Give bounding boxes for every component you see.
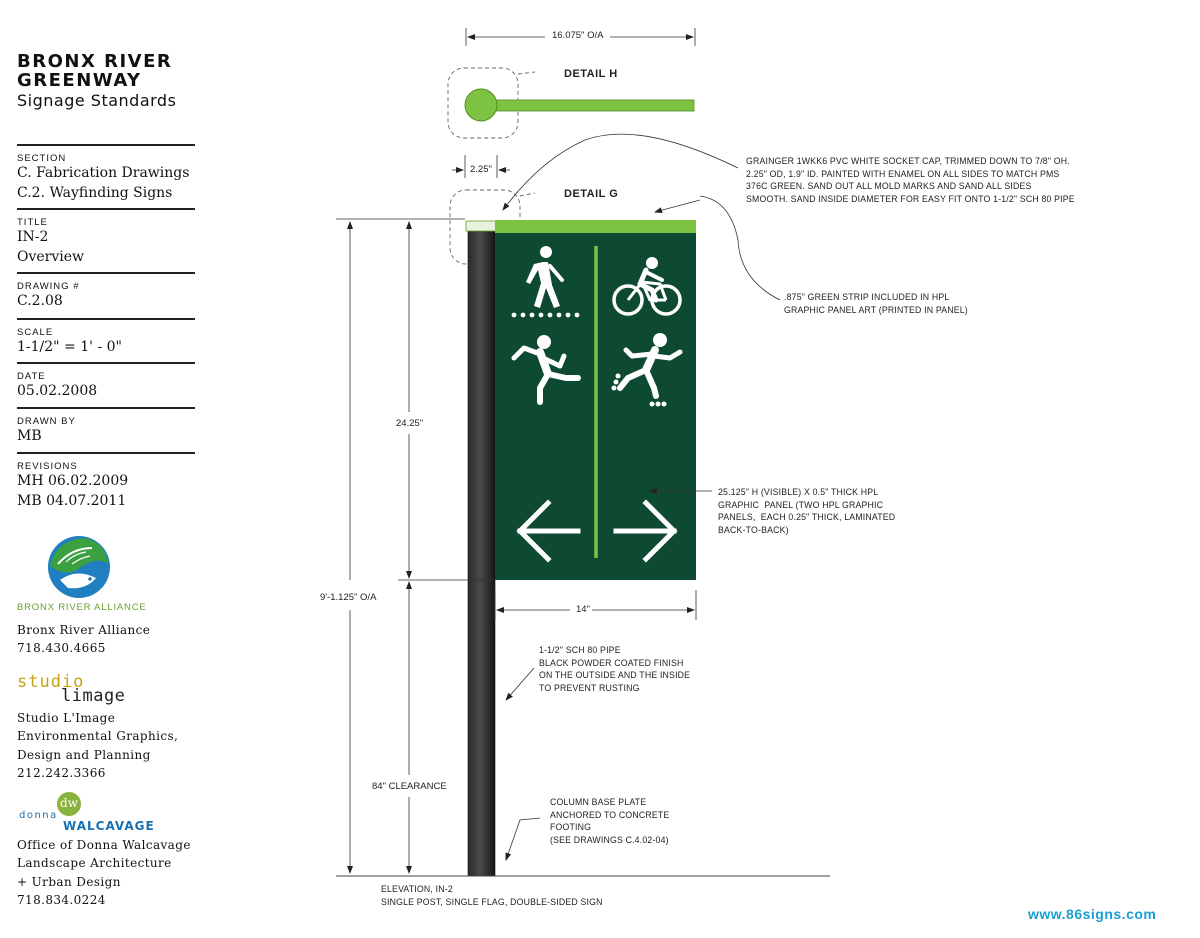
overall-width-label: 16.075" O/A bbox=[552, 30, 604, 41]
title-line1: IN-2 bbox=[17, 229, 49, 245]
detail-h-label: DETAIL H bbox=[564, 68, 618, 80]
socket-cap bbox=[466, 221, 497, 231]
section-line2: C.2. Wayfinding Signs bbox=[17, 184, 173, 201]
project-subtitle: Signage Standards bbox=[17, 91, 177, 110]
studio-logo-word2: limage bbox=[61, 686, 126, 706]
revision-2: MB 04.07.2011 bbox=[17, 492, 127, 509]
panel-width-label: 14" bbox=[576, 604, 590, 615]
drawn-by-label: DRAWN BY bbox=[17, 416, 76, 427]
section-label: SECTION bbox=[17, 153, 67, 164]
detail-g-label: DETAIL G bbox=[564, 188, 619, 200]
studio-logo-word1: studio bbox=[17, 672, 85, 692]
org-line: Landscape Architecture bbox=[17, 856, 172, 871]
cap-note: GRAINGER 1WKK6 PVC WHITE SOCKET CAP, TRIMMED DOWN TO 7/8" OH. 2.25" OD, 1.9" ID. PAINTED WITH ENAMEL ON ALL SIDES TO MATCH PMS 376C GREEN. SAND OUT ALL MOLD MARKS AND SAND ALL SIDES SMOOTH. SAND INSIDE DIAMETER FOR EASY FIT ONTO 1-1/2" SCH 80 PIPE bbox=[746, 156, 1075, 205]
title-label: TITLE bbox=[17, 217, 48, 228]
overall-height-label: 9'-1.125" O/A bbox=[320, 592, 377, 603]
org-phone: 212.242.3366 bbox=[17, 765, 106, 780]
sign-post bbox=[468, 226, 495, 876]
website-watermark: www.86signs.com bbox=[1028, 906, 1157, 922]
base-plate-note: COLUMN BASE PLATE ANCHORED TO CONCRETE FOOTING (SEE DRAWINGS C.4.02-04) bbox=[550, 797, 670, 846]
drawing-number-label: DRAWING # bbox=[17, 281, 80, 292]
sign-panel bbox=[495, 220, 696, 580]
project-title-line1: BRONX RIVER bbox=[17, 51, 173, 72]
dw-logo-mark: dw bbox=[57, 792, 81, 816]
org-line: + Urban Design bbox=[17, 874, 121, 889]
org-name: Bronx River Alliance bbox=[17, 623, 151, 637]
panel-note: 25.125" H (VISIBLE) X 0.5" THICK HPL GRAPHIC PANEL (TWO HPL GRAPHIC PANELS, EACH 0.25" THICK, LAMINATED BACK-TO-BACK) bbox=[718, 487, 896, 536]
org-line: Design and Planning bbox=[17, 747, 151, 762]
project-title-line2: GREENWAY bbox=[17, 70, 142, 91]
date-label: DATE bbox=[17, 371, 46, 382]
pipe-note: 1-1/2" SCH 80 PIPE BLACK POWDER COATED FINISH ON THE OUTSIDE AND THE INSIDE TO PREVENT RUSTING bbox=[539, 645, 691, 694]
bronx-river-alliance-logo-text: BRONX RIVER ALLIANCE bbox=[17, 602, 147, 613]
scale-value: 1-1/2" = 1' - 0" bbox=[17, 339, 122, 355]
cap-dimension-label: 2.25" bbox=[470, 164, 492, 175]
dw-logo-word1: donna bbox=[19, 810, 58, 821]
date-value: 05.02.2008 bbox=[17, 383, 98, 399]
drawing-number-value: C.2.08 bbox=[17, 293, 63, 309]
panel-height-label: 24.25" bbox=[396, 418, 424, 429]
panel-width-dimension bbox=[495, 590, 696, 620]
scale-label: SCALE bbox=[17, 327, 54, 338]
clearance-label: 84" CLEARANCE bbox=[372, 781, 447, 792]
green-strip bbox=[495, 220, 696, 233]
org-line: Environmental Graphics, bbox=[17, 729, 179, 744]
elevation-caption: ELEVATION, IN-2 SINGLE POST, SINGLE FLAG, DOUBLE-SIDED SIGN bbox=[381, 884, 603, 908]
org-name: Office of Donna Walcavage bbox=[17, 838, 191, 852]
revisions-label: REVISIONS bbox=[17, 461, 78, 472]
drawn-by-value: MB bbox=[17, 428, 42, 444]
org-phone: 718.834.0224 bbox=[17, 892, 106, 907]
title-line2: Overview bbox=[17, 248, 85, 265]
green-strip-note: .875" GREEN STRIP INCLUDED IN HPL GRAPHIC PANEL ART (PRINTED IN PANEL) bbox=[784, 292, 968, 316]
overall-height-dimension bbox=[336, 219, 465, 873]
org-name: Studio L'Image bbox=[17, 711, 116, 725]
section-line1: C. Fabrication Drawings bbox=[17, 165, 190, 181]
org-phone: 718.430.4665 bbox=[17, 641, 106, 656]
revision-1: MH 06.02.2009 bbox=[17, 473, 129, 489]
dw-logo-word2: WALCAVAGE bbox=[63, 819, 155, 833]
